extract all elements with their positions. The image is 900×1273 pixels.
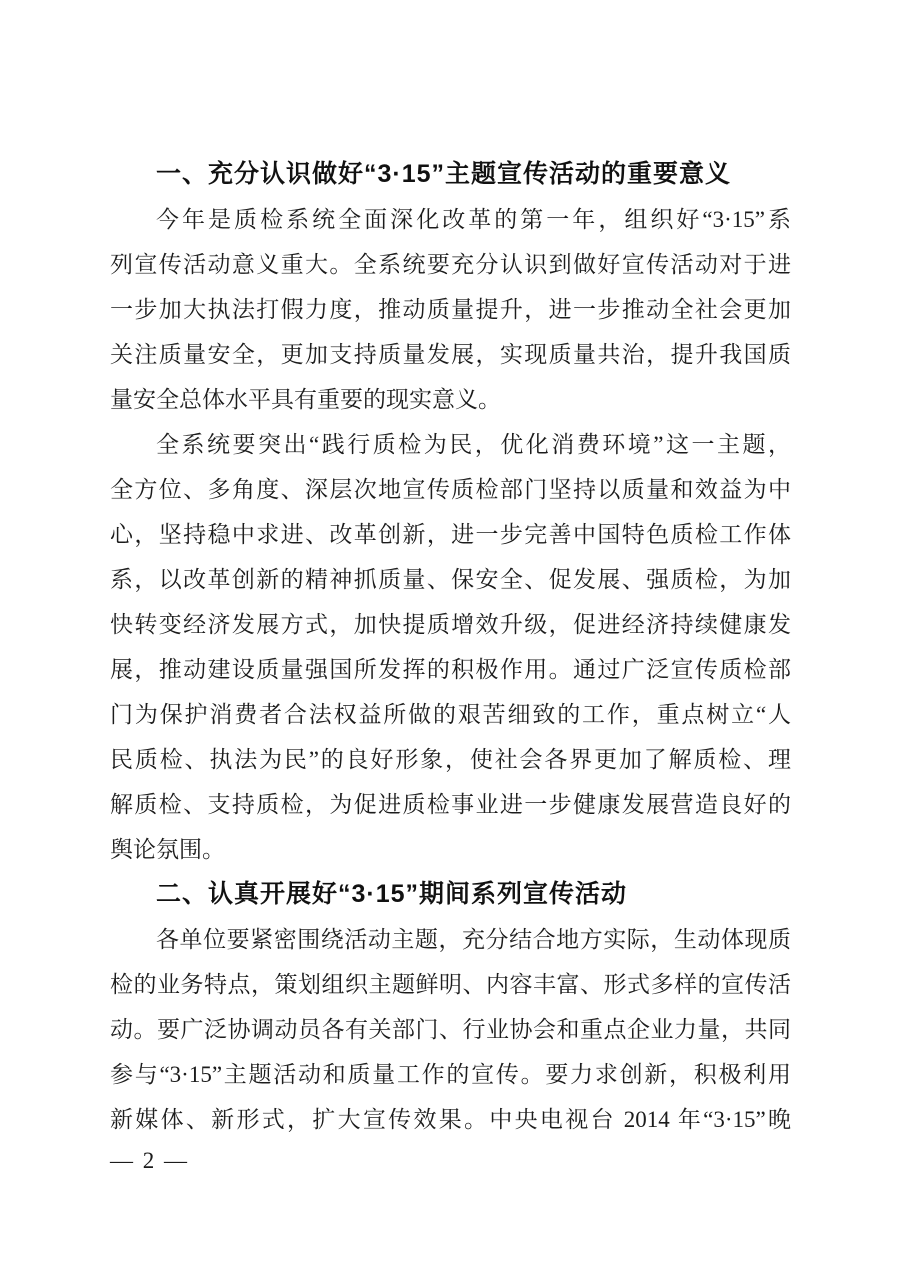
body-line: 门为保护消费者合法权益所做的艰苦细致的工作，重点树立“人 [110,702,791,727]
section-heading-2: 二、认真开展好“3·15”期间系列宣传活动 [156,880,628,908]
body-line: 参与“3·15”主题活动和质量工作的宣传。要力求创新，积极利用 [110,1062,791,1087]
body-line: 一步加大执法打假力度，推动质量提升，进一步推动全社会更加 [110,297,791,322]
body-line: 民质检、执法为民”的良好形象，使社会各界更加了解质检、理 [110,747,791,772]
page-number: — 2 — [110,1148,189,1173]
body-line: 快转变经济发展方式，加快提质增效升级，促进经济持续健康发 [110,612,791,637]
body-line: 新媒体、新形式，扩大宣传效果。中央电视台 2014 年“3·15”晚 [110,1107,791,1132]
body-line: 量安全总体水平具有重要的现实意义。 [110,387,501,412]
body-line: 展，推动建设质量强国所发挥的积极作用。通过广泛宣传质检部 [110,657,791,682]
paragraph-1 [110,197,791,422]
document-body [110,152,791,1142]
body-line: 关注质量安全，更加支持质量发展，实现质量共治，提升我国质 [110,342,791,367]
body-line: 全系统要突出“践行质检为民，优化消费环境”这一主题， [156,432,791,457]
body-line: 系，以改革创新的精神抓质量、保安全、促发展、强质检，为加 [110,567,791,592]
body-line: 列宣传活动意义重大。全系统要充分认识到做好宣传活动对于进 [110,252,791,277]
body-line: 各单位要紧密围绕活动主题，充分结合地方实际，生动体现质 [156,927,791,952]
paragraph-2 [110,422,791,872]
body-line: 解质检、支持质检，为促进质检事业进一步健康发展营造良好的 [110,792,791,817]
section-heading-1: 一、充分认识做好“3·15”主题宣传活动的重要意义 [156,160,732,188]
body-line: 全方位、多角度、深层次地宣传质检部门坚持以质量和效益为中 [110,477,791,502]
body-line: 舆论氛围。 [110,837,225,862]
body-line: 检的业务特点，策划组织主题鲜明、内容丰富、形式多样的宣传活 [110,972,791,997]
body-line: 心，坚持稳中求进、改革创新，进一步完善中国特色质检工作体 [110,522,791,547]
body-line: 今年是质检系统全面深化改革的第一年，组织好“3·15”系 [156,207,791,232]
body-line: 动。要广泛协调动员各有关部门、行业协会和重点企业力量，共同 [110,1017,791,1042]
paragraph-3 [110,917,791,1142]
